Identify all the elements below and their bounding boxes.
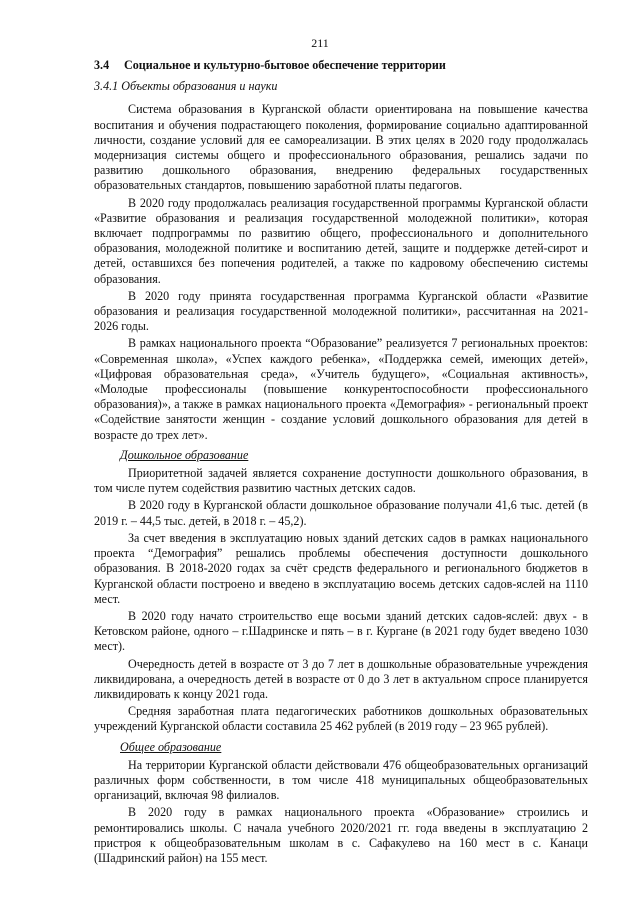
preschool-heading: Дошкольное образование (120, 447, 249, 462)
paragraph: Система образования в Курганской области ориентирована на повышение качества воспитания и обучения подрастающего поколения, формирование социально адаптированной личности, создание условий для ее самореализации. В этих целях в 2020 году продолжалась модернизация системы общего и профессионального образования, решались задачи по развитию дошкольного образования, внедрению федеральных государственных образовательных стандартов, повышению заработной платы педагогов. (94, 102, 588, 193)
paragraph: За счет введения в эксплуатацию новых зданий детских садов в рамках национального проекта “Демография” решались проблемы обеспечения доступности дошкольного образования. В 2018-2020 годах за счёт средств федерального и регионального бюджетов в Курганской области построено и введено в эксплуатацию восемь детских садов-яслей на 1110 мест. (94, 530, 588, 606)
section-title: Социальное и культурно-бытовое обеспечение территории (124, 58, 446, 72)
section-number: 3.4 (94, 58, 110, 72)
page-content (94, 58, 588, 868)
paragraph: Приоритетной задачей является сохранение доступности дошкольного образования, в том числе путем содействия развитию частных детских садов. (94, 466, 588, 496)
paragraph: Очередность детей в возрасте от 3 до 7 лет в дошкольные образовательные учреждения ликвидирована, а очередность детей в возрасте от 0 до 3 лет в актуальном спросе планируется ликвидировать к концу 2021 года. (94, 656, 588, 701)
subsection-number: 3.4.1 (94, 79, 119, 94)
paragraph: В 2020 году начато строительство еще восьми зданий детских садов-яслей: двух - в Кетовском районе, одного – г.Шадринске и пять – в г. Кургане (в 2021 году будет введено 1030 мест). (94, 608, 588, 654)
paragraph: На территории Курганской области действовали 476 общеобразовательных организаций различных форм собственности, в том числе 418 муниципальных общеобразовательных организаций, включая 98 филиалов. (94, 757, 588, 803)
paragraph: Средняя заработная плата педагогических работников дошкольных образовательных учреждений Курганской области составила 25 462 рублей (в 2019 году – 23 965 рублей). (94, 704, 588, 734)
paragraph: В 2020 году принята государственная программа Курганской области «Развитие образования и реализация государственной молодежной политики», рассчитанная на 2021-2026 годы. (94, 288, 588, 334)
general-education-heading: Общее образование (120, 739, 222, 754)
subsection-title: Объекты образования и науки (121, 79, 278, 94)
paragraph: В 2020 году в рамках национального проекта «Образование» строились и ремонтировались школы. С начала учебного 2020/2021 гг. года введены в эксплуатацию 2 пристроя к общеобразовательным школам в с. Сафакулево на 160 мест в с. Канаци (Шадринский район) на 155 мест. (94, 805, 588, 865)
paragraph: В рамках национального проекта “Образование” реализуется 7 региональных проектов: «Современная школа», «Успех каждого ребенка», «Поддержка семей, имеющих детей», «Цифровая образовательная среда», «Учитель будущего», «Социальная активность», «Молодые профессионалы (повышение конкурентоспособности профессионального образования)», а также в рамках национального проекта «Демография» - региональный проект «Содействие занятости женщин - создание условий дошкольного образования для детей в возрасте до трех лет». (94, 336, 588, 442)
subsection-heading (94, 79, 588, 94)
paragraph: В 2020 году в Курганской области дошкольное образование получали 41,6 тыс. детей (в 2019 г. – 44,5 тыс. детей, в 2018 г. – 45,2). (94, 498, 588, 528)
section-heading (94, 58, 588, 73)
paragraph: В 2020 году продолжалась реализация государственной программы Курганской области «Развитие образования и реализация государственной молодежной политики», которая включает подпрограммы по развитию общего, профессионального и дополнительного образования, молодежной политике и воспитанию детей, защите и поддержке детей-сирот и детей, оставшихся без попечения родителей, а также по кадровому обеспечению системы образования. (94, 195, 588, 286)
page-number: 211 (311, 36, 329, 50)
